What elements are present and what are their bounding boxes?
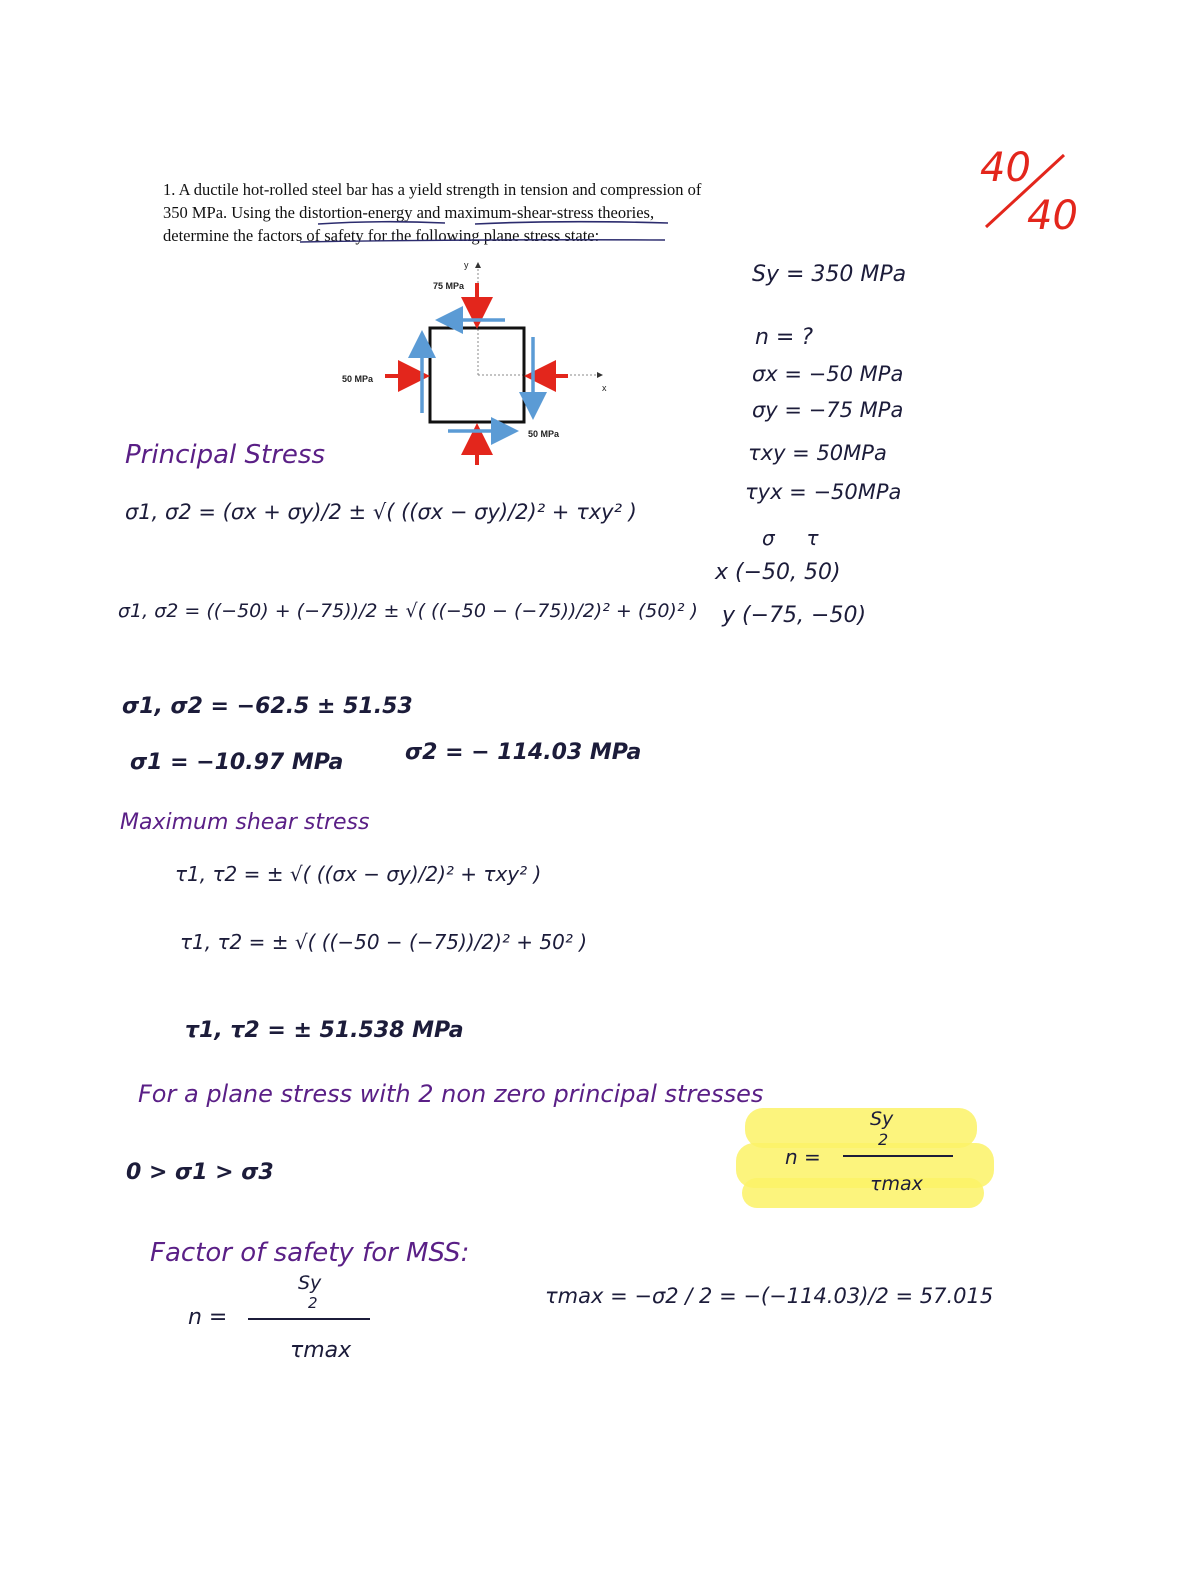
fos-fraction-bar [248, 1318, 370, 1320]
given-point-y: y (−75, −50) [722, 603, 867, 628]
fos-frac-den: τmax [290, 1338, 352, 1363]
problem-underlines [300, 218, 680, 248]
figure-y-axis: y [464, 260, 469, 270]
principal-evaluation: σ1, σ2 = −62.5 ± 51.53 [122, 694, 413, 719]
given-sigma-x: σx = −50 MPa [752, 362, 904, 386]
problem-line-2: 350 MPa. Using the distortion-energy and maximum-shear-stress theories, [163, 203, 655, 222]
stress-element-figure [330, 255, 630, 470]
fos-frac-mid: 2 [308, 1294, 318, 1312]
given-tau-yx: τyx = −50MPa [745, 480, 902, 504]
figure-left-label: 50 MPa [342, 374, 374, 384]
max-shear-substitution: τ1, τ2 = ± √( ((−50 − (−75))/2)² + 50² ) [180, 930, 588, 954]
highlight-1 [745, 1108, 977, 1148]
given-point-header: σ τ [762, 526, 819, 550]
problem-line-3: determine the factors of safety for the following plane stress state: [163, 226, 600, 245]
figure-bottom-label: 50 MPa [528, 429, 560, 439]
given-sigma-y: σy = −75 MPa [752, 398, 904, 422]
grade-mark [972, 145, 1082, 245]
stress-element-drawing [330, 255, 630, 470]
given-point-x: x (−50, 50) [715, 560, 841, 585]
given-n: n = ? [755, 325, 814, 350]
fos-n-label: n = [188, 1305, 228, 1330]
max-shear-formula: τ1, τ2 = ± √( ((σx − σy)/2)² + τxy² ) [175, 862, 542, 886]
note-n-fraction-bar [843, 1155, 953, 1157]
note-n-label: n = [785, 1145, 821, 1169]
figure-x-axis: x [602, 383, 607, 393]
note-n-denominator: τmax [870, 1173, 923, 1195]
max-shear-result: τ1, τ2 = ± 51.538 MPa [185, 1018, 464, 1043]
principal-inequality: 0 > σ1 > σ3 [126, 1160, 274, 1185]
sigma-1-result: σ1 = −10.97 MPa [130, 750, 344, 775]
figure-top-label: 75 MPa [433, 281, 465, 291]
given-sy: Sy = 350 MPa [752, 262, 907, 287]
grade-denominator: 40 [1027, 193, 1078, 239]
max-shear-title: Maximum shear stress [120, 810, 370, 835]
plane-stress-note: For a plane stress with 2 non zero principal stresses [138, 1080, 764, 1108]
sigma-2-result: σ2 = − 114.03 MPa [405, 740, 642, 765]
problem-line-1: 1. A ductile hot-rolled steel bar has a yield strength in tension and compression of [163, 180, 702, 199]
principal-formula: σ1, σ2 = (σx + σy)/2 ± √( ((σx − σy)/2)² + τxy² ) [125, 500, 637, 524]
highlight-3 [742, 1178, 984, 1208]
principal-stress-title: Principal Stress [125, 440, 325, 470]
note-n-numerator: Sy [870, 1108, 894, 1130]
grade-numerator: 40 [980, 145, 1031, 191]
fos-frac-num: Sy [298, 1272, 322, 1294]
note-n-mid: 2 [878, 1130, 889, 1149]
fos-title: Factor of safety for MSS: [150, 1238, 470, 1268]
principal-substitution: σ1, σ2 = ((−50) + (−75))/2 ± √( ((−50 − (−75))/2)² + (50)² ) [118, 600, 698, 622]
tau-max-calculation: τmax = −σ2 / 2 = −(−114.03)/2 = 57.015 [545, 1284, 994, 1308]
given-tau-xy: τxy = 50MPa [748, 441, 887, 465]
